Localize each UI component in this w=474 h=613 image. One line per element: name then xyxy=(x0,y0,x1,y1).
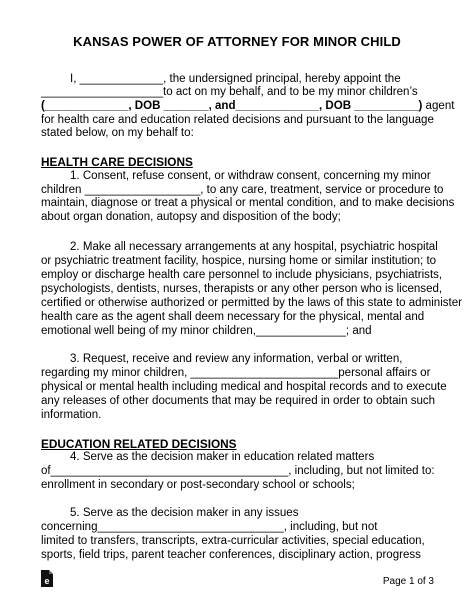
health-p2-line: or psychiatric treatment facility, hospice, nursing home or similar institution; to xyxy=(41,255,437,267)
intro-line-2: ___________________to act on my behalf, and to be my minor children’s xyxy=(41,86,418,98)
intro-line-3-tail: agent xyxy=(422,100,455,112)
page-number: Page 1 of 3 xyxy=(382,576,434,587)
health-p3-line: information. xyxy=(41,409,102,421)
svg-text:e: e xyxy=(44,576,50,586)
intro-line-5: stated below, on my behalf to: xyxy=(41,127,194,139)
education-p5-line: sports, field trips, parent teacher conferences, disciplinary action, progress xyxy=(41,549,421,561)
health-p3-line: any releases of other documents that may be required in order to obtain such xyxy=(41,395,436,407)
health-p3-line: 3. Request, receive and review any information, verbal or written, xyxy=(70,353,403,365)
intro-line-3 xyxy=(41,100,455,113)
health-p3-line: physical or mental health including medical and hospital records and to execute xyxy=(41,381,447,393)
education-p5-line: concerning_____________________________, including, but not xyxy=(41,521,378,533)
eforms-logo-icon xyxy=(40,570,54,588)
health-p1-line: about organ donation, autopsy and disposition of the body; xyxy=(41,211,341,223)
health-p2-line: health care as the agent shall deem necessary for the physical, mental and xyxy=(41,311,425,323)
health-p1-line: 1. Consent, refuse consent, or withdraw consent, concerning my minor xyxy=(70,170,431,182)
health-p2-line: 2. Make all necessary arrangements at any hospital, psychiatric hospital xyxy=(70,241,438,253)
education-p4-line: enrollment in secondary or post-secondary school or schools; xyxy=(41,479,355,491)
education-p4-line: of_____________________________________, including, but not limited to: xyxy=(41,465,435,477)
health-p1-line: children __________________, to any care, treatment, service or procedure to xyxy=(41,184,444,196)
education-p5-line: limited to transfers, transcripts, extra-curricular activities, special education, xyxy=(41,535,425,547)
intro-line-1: I, _____________, the undersigned principal, hereby appoint the xyxy=(70,73,401,85)
health-p2-line: employ or discharge health care personnel to include physicians, psychiatrists, xyxy=(41,269,443,281)
health-p2-line: certified or otherwise authorized or permitted by the laws of this state to administer xyxy=(41,297,463,309)
section-heading-health: HEALTH CARE DECISIONS xyxy=(41,155,193,169)
section-heading-education: EDUCATION RELATED DECISIONS xyxy=(41,437,237,451)
health-p2-line: psychologists, dentists, nurses, therapists or any other person who is licensed, xyxy=(41,283,443,295)
education-p5-line: 5. Serve as the decision maker in any issues xyxy=(70,507,299,519)
intro-children-names: (_____________, DOB _______, and_____________, DOB __________) xyxy=(41,100,423,112)
health-p3-line: regarding my minor children, _______________________personal affairs or xyxy=(41,367,431,379)
health-p2-line: emotional well being of my minor children,______________; and xyxy=(41,325,372,337)
document-title: KANSAS POWER OF ATTORNEY FOR MINOR CHILD xyxy=(73,34,401,49)
education-p4-line: 4. Serve as the decision maker in education related matters xyxy=(70,451,375,463)
intro-line-4: for health care and education related decisions and pursuant to the language xyxy=(41,114,434,126)
health-p1-line: maintain, diagnose or treat a physical or mental condition, and to make decisions xyxy=(41,197,455,209)
